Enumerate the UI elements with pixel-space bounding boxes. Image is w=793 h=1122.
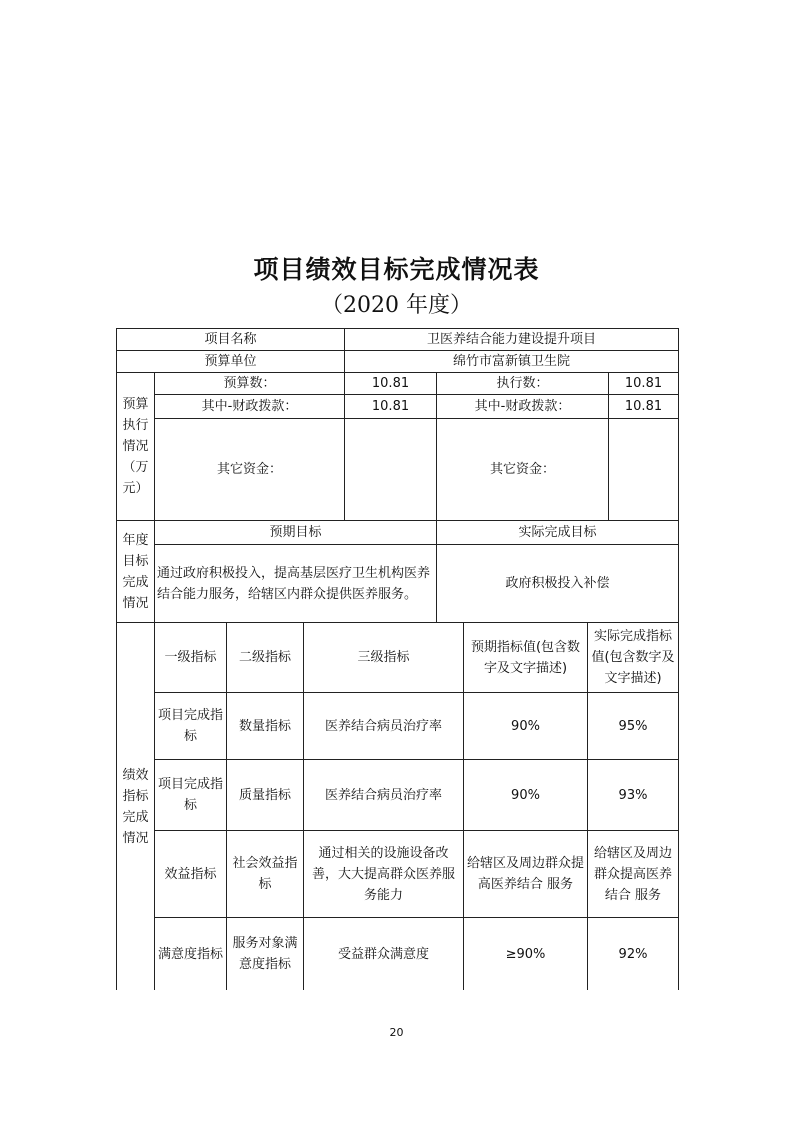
page-title: 项目绩效目标完成情况表 — [253, 255, 540, 284]
row1-actual: 95% — [588, 693, 679, 760]
actual-goal-text: 政府积极投入补偿 — [437, 545, 679, 623]
other-budget-label: 其它资金： — [155, 419, 345, 521]
header-actual: 实际完成指标值(包含数字及文字描述) — [588, 623, 679, 693]
fiscal-budget-value: 10.81 — [345, 395, 437, 419]
fiscal-budget-label: 其中-财政拨款： — [155, 395, 345, 419]
expected-goal-header: 预期目标 — [155, 521, 437, 545]
row4-level3: 受益群众满意度 — [304, 918, 464, 990]
row1-expected: 90% — [464, 693, 588, 760]
other-executed-value — [609, 419, 679, 521]
project-name-label: 项目名称 — [117, 329, 345, 351]
header-expected: 预期指标值(包含数字及文字描述) — [464, 623, 588, 693]
row2-level2: 质量指标 — [227, 760, 304, 831]
performance-section-label: 绩效指标完成情况 — [117, 623, 155, 990]
header-level1: 一级指标 — [155, 623, 227, 693]
other-budget-value — [345, 419, 437, 521]
header-level2: 二级指标 — [227, 623, 304, 693]
performance-table — [116, 328, 679, 990]
row1-level2: 数量指标 — [227, 693, 304, 760]
row4-actual: 92% — [588, 918, 679, 990]
row4-level1: 满意度指标 — [155, 918, 227, 990]
expected-goal-text: 通过政府积极投入，提高基层医疗卫生机构医养结合能力服务，给辖区内群众提供医养服务。 — [155, 545, 437, 623]
executed-label: 执行数： — [437, 373, 609, 395]
fiscal-executed-label: 其中-财政拨款： — [437, 395, 609, 419]
header-level3: 三级指标 — [304, 623, 464, 693]
row2-level1: 项目完成指标 — [155, 760, 227, 831]
row3-level1: 效益指标 — [155, 831, 227, 918]
budget-value: 10.81 — [345, 373, 437, 395]
page-subtitle: （2020 年度） — [321, 293, 472, 318]
row4-expected: ≥90% — [464, 918, 588, 990]
other-executed-label: 其它资金： — [437, 419, 609, 521]
project-name-value: 卫医养结合能力建设提升项目 — [345, 329, 679, 351]
row3-level2: 社会效益指标 — [227, 831, 304, 918]
row2-level3: 医养结合病员治疗率 — [304, 760, 464, 831]
row3-level3: 通过相关的设施设备改善，大大提高群众医养服务能力 — [304, 831, 464, 918]
row4-level2: 服务对象满意度指标 — [227, 918, 304, 990]
row2-expected: 90% — [464, 760, 588, 831]
fiscal-executed-value: 10.81 — [609, 395, 679, 419]
executed-value: 10.81 — [609, 373, 679, 395]
row3-actual: 给辖区及周边群众提高医养结合 服务 — [588, 831, 679, 918]
goals-section-label: 年度目标完成情况 — [117, 521, 155, 623]
row1-level1: 项目完成指标 — [155, 693, 227, 760]
row1-level3: 医养结合病员治疗率 — [304, 693, 464, 760]
actual-goal-header: 实际完成目标 — [437, 521, 679, 545]
budget-unit-label: 预算单位 — [117, 351, 345, 373]
budget-section-label: 预算执行情况（万元） — [117, 373, 155, 521]
budget-label: 预算数： — [155, 373, 345, 395]
budget-unit-value: 绵竹市富新镇卫生院 — [345, 351, 679, 373]
row2-actual: 93% — [588, 760, 679, 831]
page-number: 20 — [389, 1026, 404, 1039]
row3-expected: 给辖区及周边群众提高医养结合 服务 — [464, 831, 588, 918]
